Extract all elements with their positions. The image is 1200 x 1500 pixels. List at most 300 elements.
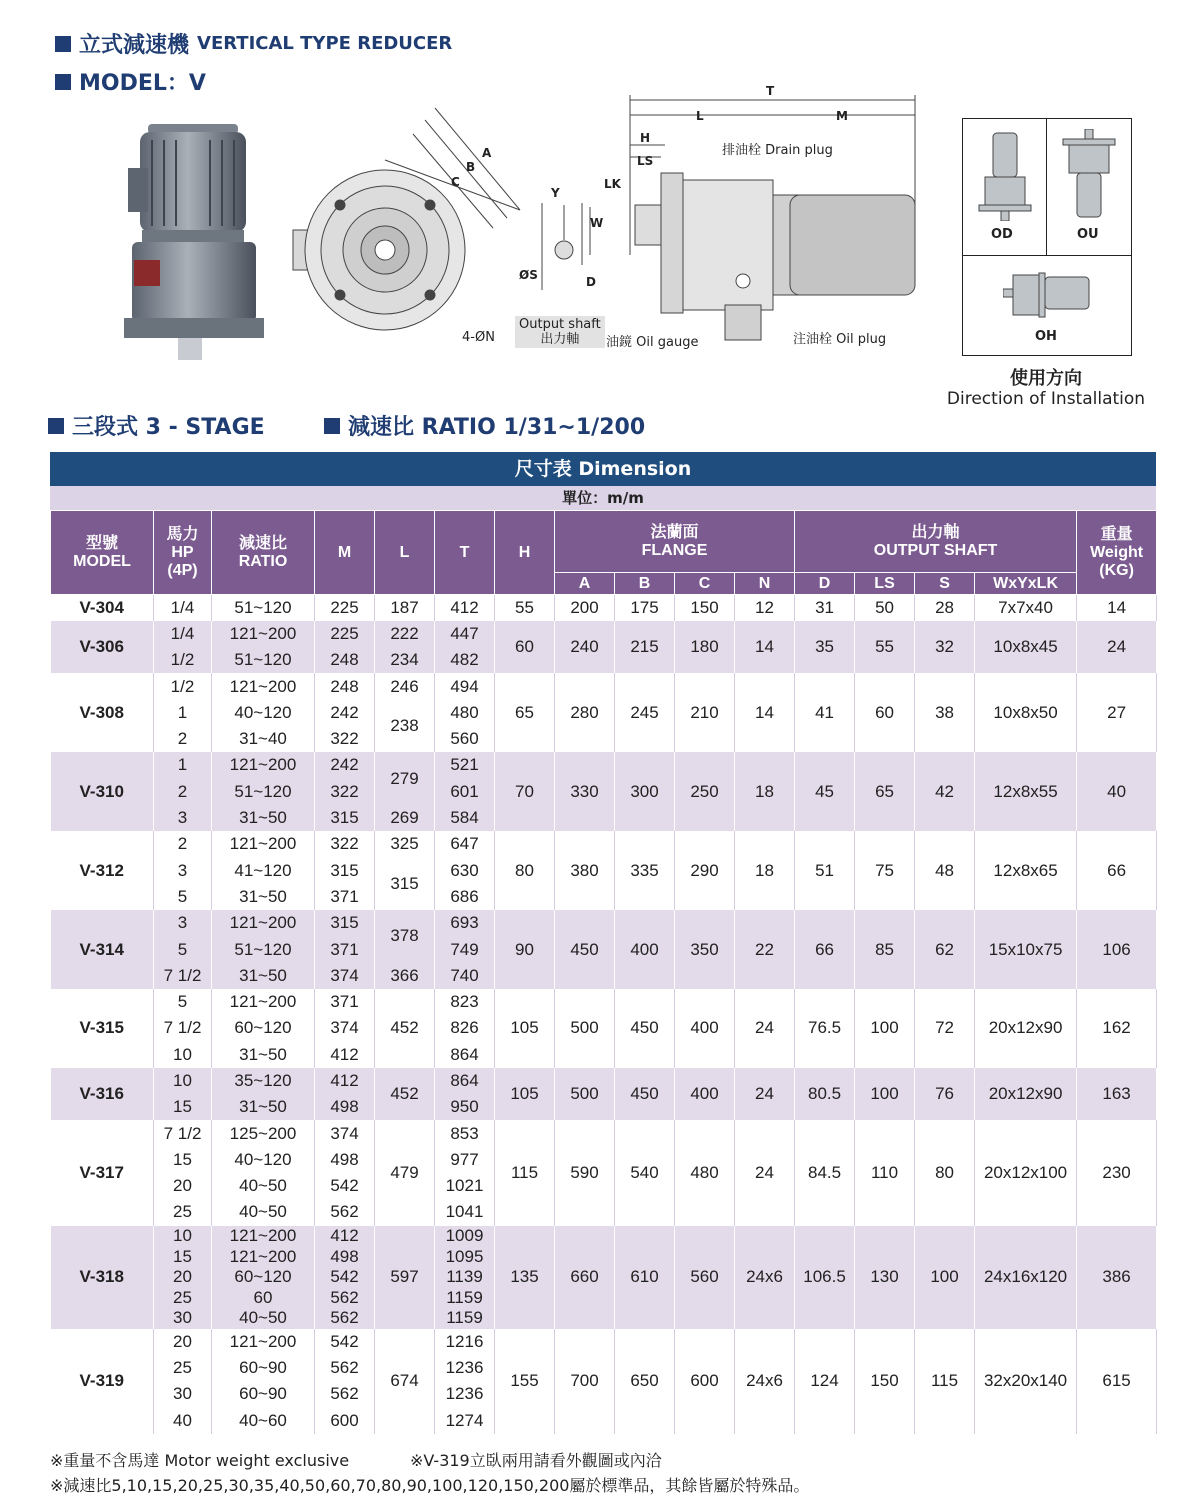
m-cell: 315 xyxy=(315,910,375,936)
square-bullet-icon xyxy=(48,418,64,434)
h-cell: 155 xyxy=(495,1329,555,1434)
t-cell: 693 xyxy=(435,910,495,936)
t-cell: 647 xyxy=(435,831,495,857)
a-cell: 330 xyxy=(555,752,615,831)
t-cell: 853 xyxy=(435,1120,495,1146)
footnote-ratio: ※減速比5,10,15,20,25,30,35,40,50,60,70,80,90,100,120,150,200屬於標準品，其餘皆屬於特殊品。 xyxy=(50,1476,810,1495)
l-cell: 674 xyxy=(375,1329,435,1434)
ratio-cell: 121~200 xyxy=(212,831,315,857)
hp-cell: 1 xyxy=(154,700,212,726)
ratio-cell: 31~50 xyxy=(212,963,315,989)
w-cell: 386 xyxy=(1077,1226,1157,1329)
hp-cell: 3 xyxy=(154,805,212,831)
section-title xyxy=(55,28,452,59)
l-cell: 246 xyxy=(375,673,435,699)
ratio-cell: 51~120 xyxy=(212,647,315,673)
ratio-cell: 40~50 xyxy=(212,1199,315,1225)
m-cell: 412 xyxy=(315,1226,375,1247)
table-row xyxy=(51,1068,1157,1094)
hp-cell: 30 xyxy=(154,1381,212,1407)
model-group-v-319 xyxy=(51,1329,1157,1434)
t-cell: 950 xyxy=(435,1094,495,1120)
m-cell: 562 xyxy=(315,1308,375,1329)
t-cell: 1009 xyxy=(435,1226,495,1247)
square-bullet-icon xyxy=(55,36,71,52)
model-cell: V-317 xyxy=(51,1120,154,1225)
m-cell: 225 xyxy=(315,621,375,647)
table-row xyxy=(51,1226,1157,1247)
h-cell: 135 xyxy=(495,1226,555,1329)
drain-plug-label: 排油栓 Drain plug xyxy=(722,143,833,158)
n-cell: 12 xyxy=(735,595,795,621)
a-cell: 660 xyxy=(555,1226,615,1329)
side-view-drawing xyxy=(625,95,925,345)
s-cell: 38 xyxy=(915,673,975,752)
square-bullet-icon xyxy=(55,74,71,90)
ls-cell: 130 xyxy=(855,1226,915,1329)
hp-cell: 20 xyxy=(154,1267,212,1288)
t-cell: 521 xyxy=(435,752,495,778)
w-cell: 163 xyxy=(1077,1068,1157,1121)
l-cell: 234 xyxy=(375,647,435,673)
ratio-cell: 60~120 xyxy=(212,1267,315,1288)
table-row xyxy=(51,752,1157,778)
hp-cell: 7 1/2 xyxy=(154,1120,212,1146)
ratio-cell: 51~120 xyxy=(212,779,315,805)
l-cell: 479 xyxy=(375,1120,435,1225)
model-group-v-318 xyxy=(51,1226,1157,1329)
dim-a: A xyxy=(482,146,492,160)
hp-cell: 20 xyxy=(154,1329,212,1355)
w-cell: 14 xyxy=(1077,595,1157,621)
dim-y: Y xyxy=(551,186,560,200)
wyl-cell: 7x7x40 xyxy=(975,595,1077,621)
table-row xyxy=(51,673,1157,699)
t-cell: 630 xyxy=(435,857,495,883)
m-cell: 374 xyxy=(315,1015,375,1041)
table-row xyxy=(51,831,1157,857)
t-cell: 494 xyxy=(435,673,495,699)
hp-cell: 30 xyxy=(154,1308,212,1329)
hp-cell: 15 xyxy=(154,1094,212,1120)
col-a: A xyxy=(555,573,615,595)
l-cell: 452 xyxy=(375,989,435,1068)
dim-c: C xyxy=(451,175,460,189)
table-row xyxy=(51,621,1157,647)
col-l: L xyxy=(375,511,435,595)
hp-cell: 20 xyxy=(154,1173,212,1199)
m-cell: 374 xyxy=(315,1120,375,1146)
table-row xyxy=(51,989,1157,1015)
t-cell: 1236 xyxy=(435,1355,495,1381)
hp-cell: 7 1/2 xyxy=(154,1015,212,1041)
b-cell: 450 xyxy=(615,989,675,1068)
dim-m: M xyxy=(836,109,848,123)
b-cell: 215 xyxy=(615,621,675,674)
col-h: H xyxy=(495,511,555,595)
ls-cell: 65 xyxy=(855,752,915,831)
square-bullet-icon xyxy=(324,418,340,434)
dim-lk: LK xyxy=(604,177,621,191)
d-cell: 41 xyxy=(795,673,855,752)
table-row xyxy=(51,910,1157,936)
footnote-v319: ※V-319立臥兩用請看外觀圖或內洽 xyxy=(410,1451,662,1470)
oh-label: OH xyxy=(1035,329,1057,344)
t-cell: 826 xyxy=(435,1015,495,1041)
ls-cell: 110 xyxy=(855,1120,915,1225)
m-cell: 498 xyxy=(315,1246,375,1267)
col-s: S xyxy=(915,573,975,595)
ls-cell: 85 xyxy=(855,910,915,989)
m-cell: 498 xyxy=(315,1094,375,1120)
model-group-v-308 xyxy=(51,673,1157,752)
title-zh: 立式減速機 xyxy=(79,33,190,58)
t-cell: 977 xyxy=(435,1147,495,1173)
ou-label: OU xyxy=(1077,227,1099,242)
n-cell: 24 xyxy=(735,1120,795,1225)
h-cell: 70 xyxy=(495,752,555,831)
hp-cell: 2 xyxy=(154,779,212,805)
t-cell: 584 xyxy=(435,805,495,831)
model-cell: V-308 xyxy=(51,673,154,752)
h-cell: 80 xyxy=(495,831,555,910)
hp-cell: 3 xyxy=(154,910,212,936)
n-cell: 24 xyxy=(735,1068,795,1121)
model-group-v-304 xyxy=(51,595,1157,621)
t-cell: 864 xyxy=(435,1068,495,1094)
s-cell: 32 xyxy=(915,621,975,674)
s-cell: 42 xyxy=(915,752,975,831)
ls-cell: 60 xyxy=(855,673,915,752)
l-cell: 366 xyxy=(375,963,435,989)
ratio-cell: 121~200 xyxy=(212,752,315,778)
t-cell: 740 xyxy=(435,963,495,989)
d-cell: 106.5 xyxy=(795,1226,855,1329)
h-cell: 90 xyxy=(495,910,555,989)
a-cell: 280 xyxy=(555,673,615,752)
model-cell: V-310 xyxy=(51,752,154,831)
installation-direction-box xyxy=(962,118,1132,356)
l-cell: 279 xyxy=(375,752,435,805)
m-cell: 248 xyxy=(315,647,375,673)
hp-cell: 1/2 xyxy=(154,673,212,699)
hp-cell: 10 xyxy=(154,1042,212,1068)
stage-heading: 三段式 3 - STAGE xyxy=(48,410,265,441)
c-cell: 210 xyxy=(675,673,735,752)
oil-plug-label: 注油栓 Oil plug xyxy=(793,332,887,347)
hp-cell: 1/2 xyxy=(154,647,212,673)
col-weight: 重量 Weight (KG) xyxy=(1077,511,1157,595)
b-cell: 300 xyxy=(615,752,675,831)
a-cell: 380 xyxy=(555,831,615,910)
m-cell: 248 xyxy=(315,673,375,699)
model-cell: V-304 xyxy=(51,595,154,621)
n-cell: 24 xyxy=(735,989,795,1068)
d-cell: 45 xyxy=(795,752,855,831)
title-en: VERTICAL TYPE REDUCER xyxy=(197,33,453,54)
wyl-cell: 24x16x120 xyxy=(975,1226,1077,1329)
wyl-cell: 10x8x50 xyxy=(975,673,1077,752)
b-cell: 610 xyxy=(615,1226,675,1329)
ratio-cell: 41~120 xyxy=(212,857,315,883)
col-model: 型號 MODEL xyxy=(51,511,154,595)
w-cell: 24 xyxy=(1077,621,1157,674)
dim-ls: LS xyxy=(637,154,654,168)
l-cell: 452 xyxy=(375,1068,435,1121)
wyl-cell: 10x8x45 xyxy=(975,621,1077,674)
col-ratio: 減速比 RATIO xyxy=(212,511,315,595)
ratio-cell: 51~120 xyxy=(212,595,315,621)
ls-cell: 150 xyxy=(855,1329,915,1434)
model-heading xyxy=(55,66,206,97)
hp-cell: 1/4 xyxy=(154,595,212,621)
dim-s: ØS xyxy=(519,268,538,282)
t-cell: 560 xyxy=(435,726,495,752)
reducer-photo xyxy=(118,118,268,368)
a-cell: 700 xyxy=(555,1329,615,1434)
ratio-cell: 121~200 xyxy=(212,1226,315,1247)
ls-cell: 50 xyxy=(855,595,915,621)
col-d: D xyxy=(795,573,855,595)
w-cell: 615 xyxy=(1077,1329,1157,1434)
w-cell: 66 xyxy=(1077,831,1157,910)
a-cell: 590 xyxy=(555,1120,615,1225)
l-cell: 315 xyxy=(375,857,435,910)
hp-cell: 1 xyxy=(154,752,212,778)
col-hp: 馬力 HP (4P) xyxy=(154,511,212,595)
model-cell: V-314 xyxy=(51,910,154,989)
t-cell: 1041 xyxy=(435,1199,495,1225)
t-cell: 749 xyxy=(435,936,495,962)
model-cell: V-319 xyxy=(51,1329,154,1434)
l-cell: 378 xyxy=(375,910,435,963)
b-cell: 245 xyxy=(615,673,675,752)
hp-cell: 5 xyxy=(154,989,212,1015)
h-cell: 55 xyxy=(495,595,555,621)
oil-gauge-label: 油鏡 Oil gauge xyxy=(606,335,699,350)
n-cell: 24x6 xyxy=(735,1329,795,1434)
h-cell: 105 xyxy=(495,989,555,1068)
ratio-cell: 121~200 xyxy=(212,673,315,699)
ratio-cell: 40~50 xyxy=(212,1308,315,1329)
col-b: B xyxy=(615,573,675,595)
m-cell: 498 xyxy=(315,1147,375,1173)
hp-cell: 5 xyxy=(154,936,212,962)
wyl-cell: 12x8x55 xyxy=(975,752,1077,831)
model-group-v-312 xyxy=(51,831,1157,910)
ratio-cell: 121~200 xyxy=(212,910,315,936)
hp-cell: 25 xyxy=(154,1355,212,1381)
table-row xyxy=(51,1120,1157,1146)
ratio-cell: 31~50 xyxy=(212,805,315,831)
a-cell: 240 xyxy=(555,621,615,674)
model-group-v-306 xyxy=(51,621,1157,674)
t-cell: 480 xyxy=(435,700,495,726)
w-cell: 106 xyxy=(1077,910,1157,989)
ratio-cell: 31~50 xyxy=(212,1042,315,1068)
t-cell: 1021 xyxy=(435,1173,495,1199)
c-cell: 350 xyxy=(675,910,735,989)
w-cell: 40 xyxy=(1077,752,1157,831)
m-cell: 562 xyxy=(315,1199,375,1225)
s-cell: 115 xyxy=(915,1329,975,1434)
dim-d: D xyxy=(586,275,596,289)
s-cell: 28 xyxy=(915,595,975,621)
s-cell: 80 xyxy=(915,1120,975,1225)
t-cell: 1216 xyxy=(435,1329,495,1355)
t-cell: 823 xyxy=(435,989,495,1015)
c-cell: 600 xyxy=(675,1329,735,1434)
ratio-cell: 60~90 xyxy=(212,1381,315,1407)
m-cell: 542 xyxy=(315,1329,375,1355)
a-cell: 450 xyxy=(555,910,615,989)
model-group-v-315 xyxy=(51,989,1157,1068)
d-cell: 80.5 xyxy=(795,1068,855,1121)
t-cell: 1274 xyxy=(435,1407,495,1433)
ou-mount-icon xyxy=(1061,129,1117,221)
table-unit: 單位：m/m xyxy=(50,486,1156,510)
m-cell: 562 xyxy=(315,1381,375,1407)
m-cell: 322 xyxy=(315,726,375,752)
hp-cell: 2 xyxy=(154,726,212,752)
model-group-v-314 xyxy=(51,910,1157,989)
m-cell: 315 xyxy=(315,857,375,883)
model-cell: V-316 xyxy=(51,1068,154,1121)
ratio-cell: 121~200 xyxy=(212,989,315,1015)
l-cell: 325 xyxy=(375,831,435,857)
m-cell: 600 xyxy=(315,1407,375,1433)
ratio-cell: 31~50 xyxy=(212,884,315,910)
ls-cell: 75 xyxy=(855,831,915,910)
table-row xyxy=(51,595,1157,621)
m-cell: 542 xyxy=(315,1267,375,1288)
model-cell: V-315 xyxy=(51,989,154,1068)
t-cell: 601 xyxy=(435,779,495,805)
hp-cell: 3 xyxy=(154,857,212,883)
m-cell: 412 xyxy=(315,1068,375,1094)
hp-cell: 7 1/2 xyxy=(154,963,212,989)
m-cell: 322 xyxy=(315,779,375,805)
c-cell: 250 xyxy=(675,752,735,831)
hp-cell: 1/4 xyxy=(154,621,212,647)
ratio-cell: 121~200 xyxy=(212,1329,315,1355)
m-cell: 371 xyxy=(315,989,375,1015)
a-cell: 500 xyxy=(555,989,615,1068)
t-cell: 1139 xyxy=(435,1267,495,1288)
hp-cell: 25 xyxy=(154,1199,212,1225)
d-cell: 31 xyxy=(795,595,855,621)
t-cell: 482 xyxy=(435,647,495,673)
m-cell: 542 xyxy=(315,1173,375,1199)
m-cell: 562 xyxy=(315,1355,375,1381)
c-cell: 400 xyxy=(675,1068,735,1121)
t-cell: 864 xyxy=(435,1042,495,1068)
b-cell: 400 xyxy=(615,910,675,989)
c-cell: 180 xyxy=(675,621,735,674)
col-m: M xyxy=(315,511,375,595)
h-cell: 60 xyxy=(495,621,555,674)
col-n: N xyxy=(735,573,795,595)
d-cell: 124 xyxy=(795,1329,855,1434)
wyl-cell: 32x20x140 xyxy=(975,1329,1077,1434)
front-view-drawing xyxy=(285,100,535,360)
b-cell: 540 xyxy=(615,1120,675,1225)
hp-cell: 25 xyxy=(154,1287,212,1308)
n-cell: 14 xyxy=(735,621,795,674)
col-wyl: WxYxLK xyxy=(975,573,1077,595)
wyl-cell: 20x12x100 xyxy=(975,1120,1077,1225)
d-cell: 76.5 xyxy=(795,989,855,1068)
d-cell: 35 xyxy=(795,621,855,674)
ratio-cell: 40~60 xyxy=(212,1407,315,1433)
footnote-weight: ※重量不含馬達 Motor weight exclusive xyxy=(50,1451,350,1470)
h-cell: 65 xyxy=(495,673,555,752)
m-cell: 315 xyxy=(315,805,375,831)
m-cell: 374 xyxy=(315,963,375,989)
oh-mount-icon xyxy=(1003,267,1093,325)
hp-cell: 10 xyxy=(154,1068,212,1094)
dim-l: L xyxy=(696,109,704,123)
model-cell: V-306 xyxy=(51,621,154,674)
l-cell: 597 xyxy=(375,1226,435,1329)
ratio-cell: 60 xyxy=(212,1287,315,1308)
hp-cell: 15 xyxy=(154,1147,212,1173)
direction-title-en: Direction of Installation xyxy=(946,389,1146,409)
ratio-cell: 31~40 xyxy=(212,726,315,752)
wyl-cell: 20x12x90 xyxy=(975,1068,1077,1121)
m-cell: 412 xyxy=(315,1042,375,1068)
l-cell: 269 xyxy=(375,805,435,831)
dim-t: T xyxy=(766,84,775,98)
col-flange: 法蘭面 FLANGE xyxy=(555,511,795,573)
m-cell: 371 xyxy=(315,936,375,962)
hp-cell: 2 xyxy=(154,831,212,857)
m-cell: 242 xyxy=(315,752,375,778)
bolt-holes-label: 4-ØN xyxy=(462,330,495,345)
model-group-v-316 xyxy=(51,1068,1157,1121)
col-ls: LS xyxy=(855,573,915,595)
table-title: 尺寸表 Dimension xyxy=(50,452,1156,486)
model-group-v-310 xyxy=(51,752,1157,831)
c-cell: 150 xyxy=(675,595,735,621)
wyl-cell: 15x10x75 xyxy=(975,910,1077,989)
s-cell: 100 xyxy=(915,1226,975,1329)
ratio-cell: 60~90 xyxy=(212,1355,315,1381)
ratio-cell: 125~200 xyxy=(212,1120,315,1146)
n-cell: 18 xyxy=(735,752,795,831)
ls-cell: 100 xyxy=(855,1068,915,1121)
model-group-v-317 xyxy=(51,1120,1157,1225)
h-cell: 115 xyxy=(495,1120,555,1225)
ratio-cell: 40~50 xyxy=(212,1173,315,1199)
model-cell: V-312 xyxy=(51,831,154,910)
dim-h: H xyxy=(640,131,651,145)
wyl-cell: 12x8x65 xyxy=(975,831,1077,910)
od-label: OD xyxy=(991,227,1013,242)
dim-w: W xyxy=(590,216,604,230)
n-cell: 24x6 xyxy=(735,1226,795,1329)
t-cell: 1095 xyxy=(435,1246,495,1267)
dim-b: B xyxy=(466,160,476,174)
ratio-heading: 減速比 RATIO 1/31~1/200 xyxy=(324,410,645,441)
c-cell: 560 xyxy=(675,1226,735,1329)
hp-cell: 10 xyxy=(154,1226,212,1247)
ratio-cell: 60~120 xyxy=(212,1015,315,1041)
t-cell: 686 xyxy=(435,884,495,910)
l-cell: 238 xyxy=(375,700,435,753)
hp-cell: 15 xyxy=(154,1246,212,1267)
a-cell: 200 xyxy=(555,595,615,621)
